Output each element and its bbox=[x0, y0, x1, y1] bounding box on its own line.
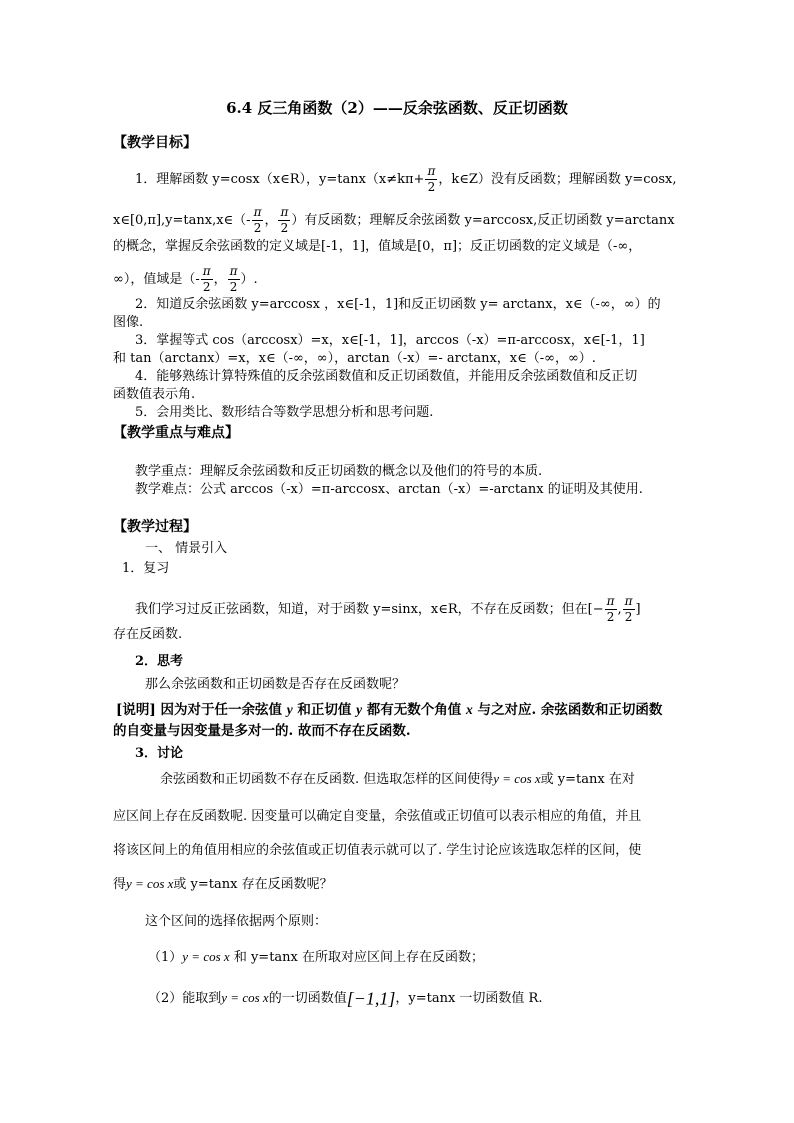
process-intro: 一、 情景引入 bbox=[145, 541, 228, 556]
review-text-end: 存在反函数. bbox=[113, 627, 183, 642]
goal-3-line-1: 3．掌握等式 cos（arccosx）=x，x∈[-1，1]，arccos（-x）=π-arccosx，x∈[-1，1] bbox=[135, 333, 645, 348]
goal-1-text-a: 1．理解函数 y=cosx（x∈R），y=tanx（x≠kπ+ bbox=[135, 172, 425, 187]
key-heading: 【教学重点与难点】 bbox=[113, 425, 239, 441]
explanation-line-1: [说明] 因为对于任一余弦值 y 和正切值 y 都有无数个角值 x 与之对应. 余弦函数和正切函数 bbox=[116, 702, 663, 718]
discussion-line-3: 将该区间上的角值用相应的余弦值或正切值表示就可以了. 学生讨论应该选取怎样的区间，使 bbox=[113, 843, 642, 858]
explanation-line-2: 的自变量与因变量是多对一的. 故而不存在反函数. bbox=[113, 723, 411, 739]
goal-1-text-i: ）. bbox=[240, 272, 258, 287]
goal-1-text-h: ， bbox=[213, 272, 227, 287]
goal-1-text-e: ）有反函数；理解反余弦函数 y=arccosx,反正切函数 y=arctanx bbox=[291, 213, 675, 228]
fraction-pi-over-2: $\frac{\pi}{2}$ bbox=[202, 264, 211, 294]
page-title: 6.4 反三角函数（2）——反余弦函数、反正切函数 bbox=[226, 99, 568, 117]
goal-4-line-1: 4．能够熟练计算特殊值的反余弦函数值和反正切函数值，并能用反余弦函数值和反正切 bbox=[135, 369, 638, 384]
principle-2: （2）能取到y = cos x的一切函数值[−1,1]，y=tanx 一切函数值 R. bbox=[148, 988, 543, 1009]
goals-heading: 【教学目标】 bbox=[113, 135, 197, 151]
fraction-pi-over-2: $\frac{\pi}{2}$ bbox=[280, 205, 289, 235]
discussion-line-2: 应区间上存在反函数呢. 因变量可以确定自变量，余弦值或正切值可以表示相应的角值，并且 bbox=[113, 809, 642, 824]
review-text-a: 我们学习过反正弦函数，知道，对于函数 y=sinx，x∈R，不存在反函数；但在[− bbox=[135, 602, 604, 617]
goal-1-line-1 bbox=[135, 164, 677, 195]
goal-4-line-2: 函数值表示角. bbox=[113, 387, 196, 402]
principles-intro: 这个区间的选择依据两个原则： bbox=[145, 914, 328, 929]
goal-1-text-b: ，k∈Z）没有反函数；理解函数 y=cosx, bbox=[438, 172, 677, 187]
goal-1-text-c: x∈[0,π],y=tanx,x∈（- bbox=[113, 213, 251, 228]
discussion-line-1: 余弦函数和正切函数不存在反函数. 但选取怎样的区间使得y = cos x或 y=tanx 在对 bbox=[160, 771, 635, 787]
process-heading: 【教学过程】 bbox=[113, 519, 197, 535]
think-question: 那么余弦函数和正切函数是否存在反函数呢？ bbox=[145, 677, 406, 692]
discussion-label: 3．讨论 bbox=[135, 746, 184, 761]
discussion-line-4: 得y = cos x或 y=tanx 存在反函数呢？ bbox=[113, 876, 333, 892]
fraction-pi-over-2: $\frac{\pi}{2}$ bbox=[427, 164, 436, 194]
principle-1: （1）y = cos x 和 y=tanx 在所取对应区间上存在反函数； bbox=[148, 949, 485, 965]
fraction-pi-over-2: $\frac{\pi}{2}$ bbox=[253, 205, 262, 235]
fraction-pi-over-2: $\frac{\pi}{2}$ bbox=[624, 594, 633, 624]
think-label: 2．思考 bbox=[135, 654, 184, 669]
key-point: 教学重点：理解反余弦函数和反正切函数的概念以及他们的符号的本质. bbox=[135, 464, 543, 479]
fraction-pi-over-2: $\frac{\pi}{2}$ bbox=[229, 264, 238, 294]
goal-2-line-1: 2．知道反余弦函数 y=arccosx ，x∈[-1，1]和反正切函数 y= arctanx，x∈（-∞，∞）的 bbox=[135, 297, 661, 312]
review-text: 我们学习过反正弦函数，知道，对于函数 y=sinx，x∈R，不存在反函数；但在[− $\frac{\pi}{2}$ , $\frac{\pi}{2}$ ] bbox=[135, 594, 641, 624]
key-difficulty: 教学难点：公式 arccos（-x）=π-arccosx、arctan（-x）=-arctanx 的证明及其使用. bbox=[135, 482, 643, 497]
goal-2-line-2: 图像. bbox=[113, 315, 144, 330]
goal-1-line-2 bbox=[113, 205, 675, 236]
goal-1-text-g: ∞），值域是（- bbox=[113, 272, 200, 287]
goal-5: 5．会用类比、数形结合等数学思想分析和思考问题. bbox=[135, 405, 434, 420]
goal-3-line-2: 和 tan（arctanx）=x，x∈（-∞，∞），arctan（-x）=- arctanx，x∈（-∞，∞）. bbox=[113, 351, 596, 366]
goal-1-line-4 bbox=[113, 264, 258, 295]
review-label: 1．复习 bbox=[122, 561, 170, 576]
goal-1-line-3: 的概念，掌握反余弦函数的定义域是[-1，1]，值域是[0，π]；反正切函数的定义域是（-∞， bbox=[113, 239, 642, 254]
goal-1-text-d: ， bbox=[264, 213, 278, 228]
fraction-pi-over-2: $\frac{\pi}{2}$ bbox=[606, 594, 615, 624]
